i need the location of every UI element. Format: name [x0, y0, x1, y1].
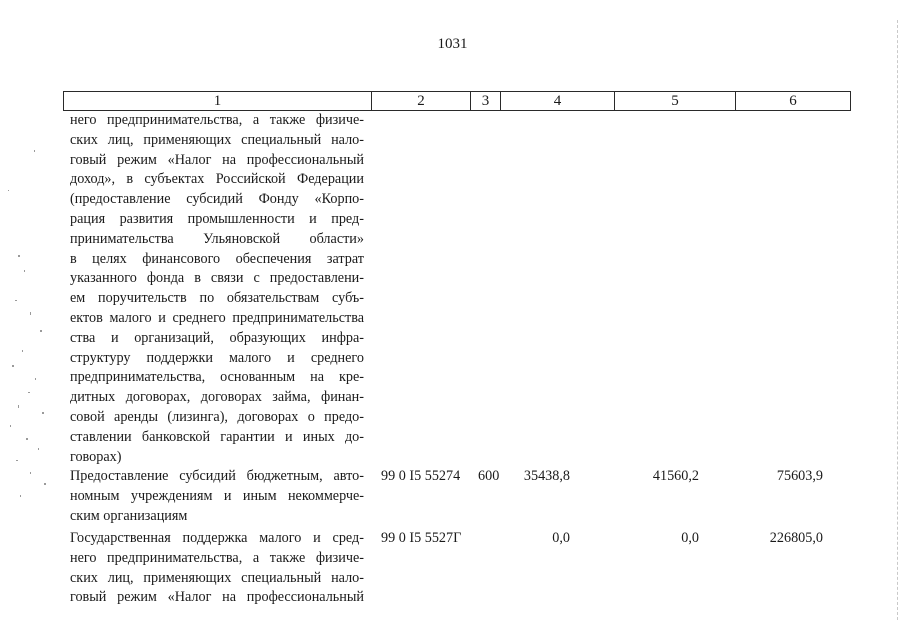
description-line: него предпринимательства, а также физиче-	[70, 112, 364, 128]
description-line: в целях финансового обеспечения затрат	[70, 250, 364, 267]
description-line: говый режим «Налог на профессиональный	[70, 151, 364, 168]
page-number: 1031	[437, 36, 468, 52]
description-line: совой аренды (лизинга), договорах о предо-	[70, 408, 364, 425]
description-line: ским организациям	[70, 507, 188, 524]
amount-col-4: 35438,8	[523, 468, 570, 484]
description-line: ектов малого и среднего предпринимательства	[70, 309, 364, 326]
description-line: рация развития промышленности и пред-	[70, 210, 364, 227]
header-col-1: 1	[64, 92, 372, 111]
amount-col-4: 0,0	[552, 530, 570, 546]
description-line: указанного фонда в связи с предоставлени-	[70, 270, 364, 287]
description-line: дитных договорах, договорах займа, финан-	[70, 389, 364, 406]
description-line: Предоставление субсидий бюджетным, авто-	[70, 468, 364, 484]
description-line: него предпринимательства, а также физиче-	[70, 549, 364, 566]
description-line: говый режим «Налог на профессиональный	[70, 589, 364, 606]
header-col-6: 6	[736, 92, 851, 111]
row-description	[70, 111, 364, 467]
description-line: ских лиц, применяющих специальный нало-	[70, 569, 364, 586]
expense-type-code: 600	[478, 468, 500, 484]
amount-col-5: 41560,2	[652, 468, 699, 484]
description-line: ства и организаций, образующих инфра-	[70, 329, 364, 346]
description-line: ставлении банковской гарантии и иных до-	[70, 428, 364, 445]
amount-col-5: 0,0	[681, 530, 699, 546]
description-line: (предоставление субсидий Фонду «Корпо-	[70, 191, 364, 208]
header-col-2: 2	[372, 92, 471, 111]
description-line: Государственная поддержка малого и сред-	[70, 530, 364, 546]
amount-col-6: 226805,0	[769, 530, 823, 546]
page-edge-line	[897, 20, 899, 620]
scan-margin-noise	[0, 0, 60, 640]
target-article-code: 99 0 I5 55274	[381, 468, 461, 484]
description-line: говорах)	[70, 448, 122, 465]
description-line: ских лиц, применяющих специальный нало-	[70, 131, 364, 148]
description-line: доход», в субъектах Российской Федерации	[70, 171, 364, 188]
description-line: номным учреждениям и иным некоммерче-	[70, 487, 364, 504]
description-line: структуру поддержки малого и среднего	[70, 349, 364, 366]
row-description	[70, 467, 364, 526]
description-line: предпринимательства, основанным на кре-	[70, 369, 364, 386]
header-col-4: 4	[501, 92, 615, 111]
row-description	[70, 529, 364, 608]
description-line: ем поручительств по обязательствам субъ-	[70, 290, 364, 307]
target-article-code: 99 0 I5 5527Г	[381, 530, 462, 546]
header-col-3: 3	[471, 92, 501, 111]
header-col-5: 5	[615, 92, 736, 111]
description-line: принимательства Ульяновской области»	[70, 230, 364, 247]
column-header-row	[63, 91, 851, 111]
amount-col-6: 75603,9	[776, 468, 823, 484]
